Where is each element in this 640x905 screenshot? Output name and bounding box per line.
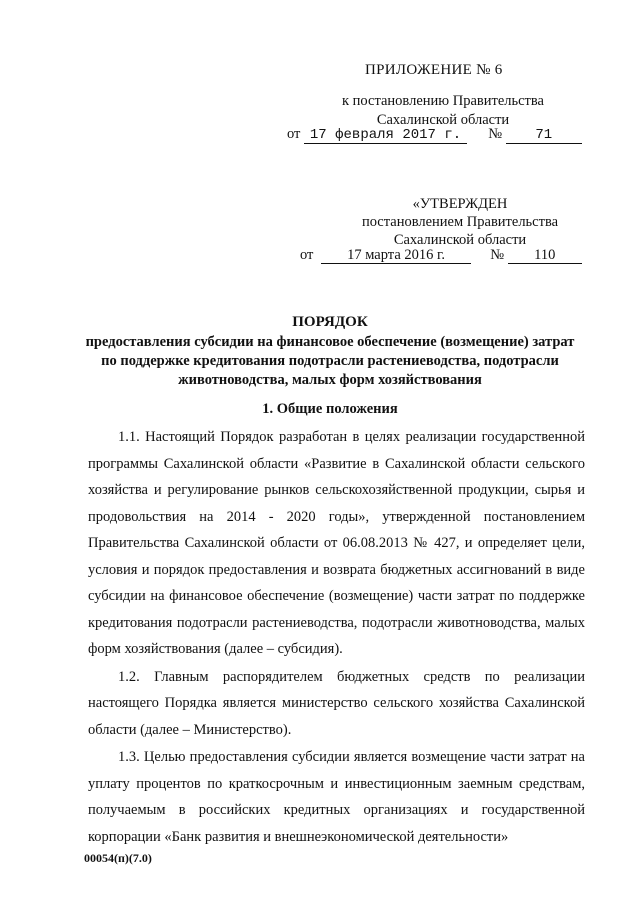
approved-line-2: Сахалинской области (393, 232, 527, 248)
paragraph-1-1: 1.1. Настоящий Порядок разработан в целях реализации государственной программы Сахалинской области «Развитие в Сахалинской области сельского хозяйства и регулирование рынков сельскохозяйственной продукции, сырья и продовольствия на 2014 - 2020 годы», утвержденной постановлением Правительства Сахалинской области от 06.08.2013 № 427, и определяет цели, условия и порядок предоставления и возврата бюджетных ассигнований в виде субсидии на финансовое обеспечение (возмещение) части затрат по поддержке кредитования подотрасли растениеводства, подотрасли животноводства, малых форм хозяйствования (далее – субсидия). (88, 429, 585, 657)
approved-date-row (300, 247, 582, 264)
approved-line-1: постановлением Правительства (361, 214, 559, 230)
appendix-line-1: к постановлению Правительства (342, 93, 544, 109)
document-body (88, 424, 585, 850)
appendix-date-row (287, 126, 582, 144)
approved-number: 110 (508, 247, 582, 264)
document-subtitle: предоставления субсидии на финансовое обеспечение (возмещение) затрат по поддержке кредитования подотрасли растениеводства, подотрасли животноводства, малых форм хозяйствования (85, 334, 575, 388)
approved-title: «УТВЕРЖДЕН (412, 196, 508, 212)
footer-code: 00054(п)(7.0) (84, 851, 152, 865)
document-title: ПОРЯДОК (292, 314, 368, 330)
section-heading: 1. Общие положения (262, 401, 398, 417)
approved-date: 17 марта 2016 г. (321, 247, 471, 264)
approved-from-label: от (300, 247, 314, 263)
document-title-block (60, 313, 600, 390)
paragraph-1-2: 1.2. Главным распорядителем бюджетных средств по реализации настоящего Порядка является министерство сельского хозяйства Сахалинской области (далее – Министерство). (88, 668, 585, 738)
paragraph-1-3: 1.3. Целью предоставления субсидии является возмещение части затрат на уплату процентов по краткосрочным и инвестиционным заемным средствам, получаемым в российских кредитных организациях и государственной корпорации «Банк развития и внешнеэкономической деятельности» (88, 749, 585, 845)
appendix-number-label: № (488, 126, 503, 142)
appendix-number: 71 (506, 127, 582, 144)
appendix-line-2: Сахалинской области (376, 112, 510, 128)
appendix-date: 17 февраля 2017 г. (304, 127, 467, 144)
appendix-title: ПРИЛОЖЕНИЕ № 6 (365, 62, 503, 78)
appendix-from-label: от (287, 126, 301, 142)
approved-number-label: № (490, 247, 505, 263)
